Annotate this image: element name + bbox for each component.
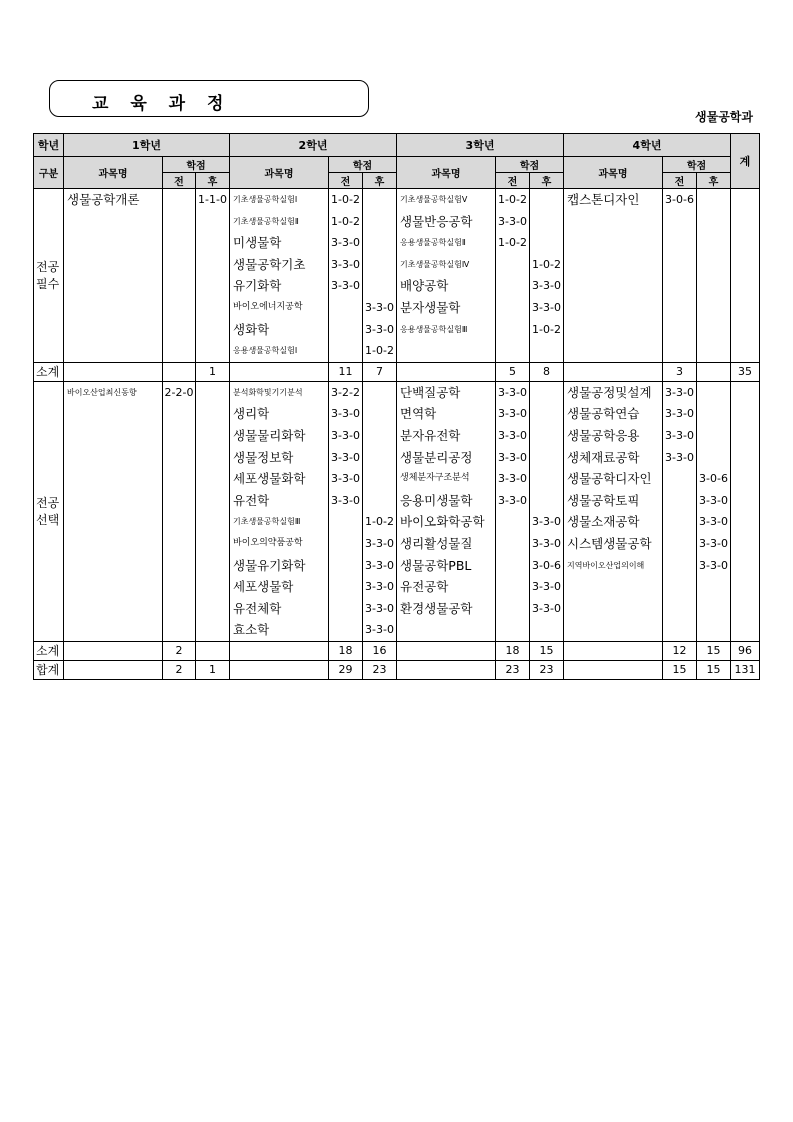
- subject-name: 기초생물공학실험Ⅴ: [400, 195, 468, 204]
- subject-header-y1: 과목명: [64, 157, 163, 189]
- elective-subtotal-y1-blank: [64, 641, 163, 660]
- curriculum-table: [33, 133, 760, 680]
- year-1-header: 1학년: [64, 134, 230, 157]
- elective-subtotal-y3-blank: [397, 641, 496, 660]
- subject-name: 생물공학토픽: [567, 492, 640, 508]
- credit-value: 3-3-0: [498, 214, 527, 228]
- required-subtotal-row: [34, 362, 760, 381]
- credit-value: [496, 555, 529, 577]
- credit-value: [530, 232, 563, 254]
- required-subtotal-y3-blank: [397, 362, 496, 381]
- required-y3-second: [530, 189, 564, 363]
- credit-value: 3-3-0: [331, 493, 360, 507]
- required-y2-second: [363, 189, 397, 363]
- elective-y2-first: [329, 381, 363, 641]
- credit-value: [329, 533, 362, 555]
- credit-value: 3-3-0: [532, 279, 561, 293]
- subject-name: 바이오화학공학: [400, 514, 485, 530]
- subject-name: 생체재료공학: [567, 449, 640, 465]
- required-subtotal-y4-blank: [564, 362, 663, 381]
- credit-value: [363, 447, 396, 469]
- subject-name: 기초생물공학실험Ⅳ: [400, 259, 470, 269]
- elective-section: [34, 381, 760, 641]
- subject-name: 분자생물학: [400, 299, 461, 315]
- credit-value: [663, 533, 696, 555]
- credit-value: [496, 511, 529, 533]
- credit-value: 1-1-0: [198, 193, 227, 206]
- subject-header-y4: 과목명: [564, 157, 663, 189]
- required-subtotal-y3-first: 5: [496, 362, 530, 381]
- credit-value: 1-0-2: [532, 257, 561, 271]
- credit-value: 3-3-0: [699, 536, 728, 550]
- credit-value: [496, 275, 529, 297]
- subject-name: 응용생물공학실험Ⅰ: [233, 346, 298, 356]
- required-y4-second: [697, 189, 731, 363]
- subject-name: 생물공학응용: [567, 427, 640, 443]
- credit-value: 3-3-0: [365, 580, 394, 594]
- credit-value: 3-3-0: [331, 407, 360, 421]
- credit-value: 3-3-0: [331, 236, 360, 250]
- credit-value: [697, 382, 730, 404]
- credit-value: [530, 468, 563, 490]
- required-y4-first: [663, 189, 697, 363]
- credit-value: [496, 297, 529, 319]
- elective-y2-second: [363, 381, 397, 641]
- subject-name: 생체분자구조분석: [400, 473, 470, 484]
- credit-value: 3-3-0: [331, 428, 360, 442]
- required-subtotal-total: 35: [731, 362, 760, 381]
- grand-total-y1-second: 1: [196, 660, 230, 679]
- first-sem-header-y2: 전: [329, 173, 363, 189]
- subject-name: 생리활성물질: [400, 535, 473, 551]
- elective-y1-second: [196, 381, 230, 641]
- credit-value: 3-2-2: [331, 385, 360, 399]
- subject-name: 유전공학: [400, 579, 449, 595]
- grand-total-y2-blank: [230, 660, 329, 679]
- credit-value: 3-3-0: [498, 472, 527, 486]
- grand-total-y1-first: 2: [163, 660, 196, 679]
- credit-value: [329, 340, 362, 362]
- credit-value: [663, 468, 696, 490]
- subject-name: 바이오산업최신동향: [67, 387, 137, 397]
- subject-name: 생물유기화학: [233, 557, 306, 573]
- required-subtotal-y3-second: 8: [530, 362, 564, 381]
- year-4-header: 4학년: [564, 134, 731, 157]
- elective-subtotal-y4-first: 12: [663, 641, 697, 660]
- credit-value: [530, 490, 563, 512]
- credit-value: [697, 189, 730, 211]
- elective-subtotal-y2-blank: [230, 641, 329, 660]
- grand-total-label: 합계: [34, 660, 64, 679]
- credit-value: 3-3-0: [365, 601, 394, 615]
- elective-subtotal-y1-second: [196, 641, 230, 660]
- elective-y3-second: [530, 381, 564, 641]
- year-3-header: 3학년: [397, 134, 564, 157]
- credit-value: 1-0-2: [365, 344, 394, 358]
- credit-value: 3-3-0: [665, 385, 694, 399]
- credit-value: [363, 254, 396, 276]
- subject-name: 생물반응공학: [400, 213, 473, 229]
- subject-name: 세포생물화학: [233, 471, 306, 487]
- subject-name: 생물공학연습: [567, 406, 640, 422]
- division-header: 구분: [34, 157, 64, 189]
- required-subtotal-y2-first: 11: [329, 362, 363, 381]
- credit-value: 3-3-0: [532, 536, 561, 550]
- grand-total-row: [34, 660, 760, 679]
- elective-y4-first: [663, 381, 697, 641]
- subject-name: 바이오의약품공학: [233, 537, 303, 548]
- elective-y3-first: [496, 381, 530, 641]
- subject-name: 유기화학: [233, 278, 282, 294]
- required-y1-names: [64, 189, 163, 363]
- second-sem-header-y2: 후: [363, 173, 397, 189]
- subject-name: 유전학: [233, 492, 270, 508]
- subject-name: 분자유전학: [400, 427, 461, 443]
- credit-header-y2: 학점: [329, 157, 397, 173]
- page-title: 교 육 과 정: [92, 94, 232, 114]
- credit-value: 3-0-6: [699, 472, 728, 486]
- credit-value: [363, 425, 396, 447]
- second-sem-header-y3: 후: [530, 173, 564, 189]
- credit-value: [663, 555, 696, 577]
- credit-value: 3-3-0: [331, 472, 360, 486]
- credit-value: [663, 490, 696, 512]
- second-sem-header-y1: 후: [196, 173, 230, 189]
- credit-value: [530, 211, 563, 233]
- elective-y1-names: [64, 381, 163, 641]
- credit-value: 1-0-2: [498, 193, 527, 206]
- credit-value: [329, 511, 362, 533]
- elective-y3-names: [397, 381, 496, 641]
- required-total-empty: [731, 189, 760, 363]
- elective-subtotal-y3-first: 18: [496, 641, 530, 660]
- required-subtotal-y1-blank: [64, 362, 163, 381]
- grand-total-y2-second: 23: [363, 660, 397, 679]
- elective-subtotal-row: [34, 641, 760, 660]
- credit-value: 3-0-6: [665, 193, 694, 206]
- subject-name: 생리학: [233, 406, 270, 422]
- required-subtotal-label: 소계: [34, 362, 64, 381]
- credit-value: [363, 275, 396, 297]
- subject-name: 생물공정및설계: [567, 384, 652, 400]
- credit-value: [329, 576, 362, 598]
- credit-value: 3-3-0: [532, 580, 561, 594]
- subject-name: 면역학: [400, 406, 437, 422]
- subject-name: 지역바이오산업의이해: [567, 560, 645, 570]
- subject-name: 응용생물공학실험Ⅱ: [400, 238, 466, 248]
- required-subtotal-y2-second: 7: [363, 362, 397, 381]
- subject-name: 응용미생물학: [400, 492, 473, 508]
- required-subtotal-y1-second: 1: [196, 362, 230, 381]
- credit-value: 3-3-0: [699, 493, 728, 507]
- credit-value: 3-3-0: [498, 407, 527, 421]
- elective-label: [34, 381, 64, 641]
- credit-value: 3-3-0: [532, 515, 561, 529]
- credit-value: 3-3-0: [665, 428, 694, 442]
- required-section: [34, 189, 760, 363]
- required-subtotal-y4-first: 3: [663, 362, 697, 381]
- credit-value: [530, 382, 563, 404]
- elective-subtotal-label: 소계: [34, 641, 64, 660]
- elective-subtotal-y1-first: 2: [163, 641, 196, 660]
- subject-name: 생물공학디자인: [567, 471, 652, 487]
- credit-value: [496, 254, 529, 276]
- credit-value: [496, 319, 529, 341]
- credit-value: 3-3-0: [331, 279, 360, 293]
- credit-value: [530, 403, 563, 425]
- credit-value: [363, 382, 396, 404]
- required-subtotal-y2-blank: [230, 362, 329, 381]
- credit-value: [196, 382, 229, 404]
- credit-value: 3-3-0: [498, 428, 527, 442]
- credit-value: [329, 319, 362, 341]
- subject-name: 생물분리공정: [400, 449, 473, 465]
- credit-value: 3-3-0: [699, 515, 728, 529]
- credit-value: [663, 511, 696, 533]
- credit-header-y1: 학점: [163, 157, 230, 173]
- subject-header-y2: 과목명: [230, 157, 329, 189]
- credit-value: 1-0-2: [331, 214, 360, 228]
- required-subtotal-y4-second: [697, 362, 731, 381]
- subject-name: 생물공학개론: [67, 192, 140, 207]
- grand-total-y2-first: 29: [329, 660, 363, 679]
- credit-value: [496, 576, 529, 598]
- credit-value: 3-3-0: [665, 407, 694, 421]
- credit-value: [363, 490, 396, 512]
- subject-name: 배양공학: [400, 278, 449, 294]
- credit-value: 3-3-0: [498, 450, 527, 464]
- required-y2-first: [329, 189, 363, 363]
- required-y1-second: [196, 189, 230, 363]
- grand-total-y3-first: 23: [496, 660, 530, 679]
- subject-name: 생화학: [233, 321, 270, 337]
- credit-value: 3-3-0: [699, 558, 728, 572]
- credit-value: [530, 189, 563, 211]
- subject-name: 유전체학: [233, 600, 282, 616]
- subject-name: 생물물리화학: [233, 427, 306, 443]
- elective-subtotal-y4-second: 15: [697, 641, 731, 660]
- required-y3-names: [397, 189, 496, 363]
- subject-name: 바이오에너지공학: [233, 301, 303, 312]
- credit-value: [363, 211, 396, 233]
- credit-value: 3-3-0: [365, 558, 394, 572]
- subject-name: 생물소재공학: [567, 514, 640, 530]
- credit-value: [363, 403, 396, 425]
- required-y2-names: [230, 189, 329, 363]
- credit-value: 3-0-6: [532, 558, 561, 572]
- credit-value: 3-3-0: [532, 300, 561, 314]
- required-y3-first: [496, 189, 530, 363]
- subject-name: 응용생물공학실험Ⅲ: [400, 324, 468, 334]
- required-label-text: 전공 필수: [36, 260, 60, 292]
- total-header: 계: [731, 134, 760, 189]
- credit-value: [496, 598, 529, 620]
- credit-value: 1-0-2: [365, 515, 394, 529]
- grand-total-y3-second: 23: [530, 660, 564, 679]
- title-box: [49, 80, 369, 117]
- credit-value: [329, 555, 362, 577]
- credit-value: 3-3-0: [498, 493, 527, 507]
- credit-value: [530, 447, 563, 469]
- credit-value: 3-3-0: [665, 450, 694, 464]
- year-2-header: 2학년: [230, 134, 397, 157]
- subject-name: 단백질공학: [400, 384, 461, 400]
- subject-name: 기초생물공학실험Ⅰ: [233, 195, 298, 204]
- subject-name: 생물정보학: [233, 449, 294, 465]
- elective-label-text: 전공 선택: [36, 496, 60, 528]
- credit-value: 3-3-0: [365, 536, 394, 550]
- subject-name: 세포생물학: [233, 579, 294, 595]
- credit-value: 3-3-0: [331, 257, 360, 271]
- credit-value: [329, 297, 362, 319]
- first-sem-header-y1: 전: [163, 173, 196, 189]
- credit-value: [530, 425, 563, 447]
- credit-value: 3-3-0: [532, 601, 561, 615]
- credit-header-y3: 학점: [496, 157, 564, 173]
- elective-subtotal-y4-blank: [564, 641, 663, 660]
- elective-total-empty: [731, 381, 760, 641]
- credit-value: [697, 403, 730, 425]
- subject-name: 분석화학및기기분석: [233, 387, 303, 397]
- credit-value: [329, 598, 362, 620]
- credit-value: [163, 189, 195, 211]
- credit-value: 1-0-2: [532, 322, 561, 336]
- credit-value: [697, 425, 730, 447]
- credit-value: [496, 533, 529, 555]
- grand-total-y4-first: 15: [663, 660, 697, 679]
- elective-subtotal-y3-second: 15: [530, 641, 564, 660]
- credit-value: [697, 447, 730, 469]
- elective-y4-names: [564, 381, 663, 641]
- credit-value: [329, 619, 362, 641]
- required-subtotal-y1-first: [163, 362, 196, 381]
- credit-value: [363, 468, 396, 490]
- grand-total-total: 131: [731, 660, 760, 679]
- credit-value: 1-0-2: [331, 193, 360, 206]
- subject-name: 생물공학기초: [233, 256, 306, 272]
- subject-name: 환경생물공학: [400, 600, 473, 616]
- first-sem-header-y4: 전: [663, 173, 697, 189]
- year-header-label: 학년: [34, 134, 64, 157]
- elective-subtotal-y2-first: 18: [329, 641, 363, 660]
- grand-total-y4-blank: [564, 660, 663, 679]
- subject-header-y3: 과목명: [397, 157, 496, 189]
- grand-total-y1-blank: [64, 660, 163, 679]
- credit-header-y4: 학점: [663, 157, 731, 173]
- required-label: [34, 189, 64, 363]
- credit-value: [363, 232, 396, 254]
- elective-y4-second: [697, 381, 731, 641]
- subject-name: 효소학: [233, 622, 270, 638]
- subject-name: 시스템생물공학: [567, 535, 652, 551]
- grand-total-y4-second: 15: [697, 660, 731, 679]
- elective-subtotal-total: 96: [731, 641, 760, 660]
- elective-y2-names: [230, 381, 329, 641]
- first-sem-header-y3: 전: [496, 173, 530, 189]
- subject-name: 기초생물공학실험Ⅱ: [233, 216, 299, 226]
- credit-value: [363, 189, 396, 211]
- subject-name: 생물공학PBL: [400, 557, 472, 573]
- credit-value: 3-3-0: [365, 322, 394, 336]
- subject-name: 미생물학: [233, 235, 282, 251]
- credit-value: 3-3-0: [365, 623, 394, 637]
- credit-value: 3-3-0: [331, 450, 360, 464]
- credit-value: 2-2-0: [164, 385, 194, 399]
- subject-name: 기초생물공학실험Ⅲ: [233, 517, 301, 527]
- subject-name: 캡스톤디자인: [567, 192, 640, 207]
- grand-total-y3-blank: [397, 660, 496, 679]
- department-name: 생물공학과: [695, 110, 753, 124]
- credit-value: 1-0-2: [498, 236, 527, 250]
- second-sem-header-y4: 후: [697, 173, 731, 189]
- required-y4-names: [564, 189, 663, 363]
- required-y1-first: [163, 189, 196, 363]
- credit-value: 3-3-0: [498, 385, 527, 399]
- elective-y1-first: [163, 381, 196, 641]
- elective-subtotal-y2-second: 16: [363, 641, 397, 660]
- credit-value: 3-3-0: [365, 300, 394, 314]
